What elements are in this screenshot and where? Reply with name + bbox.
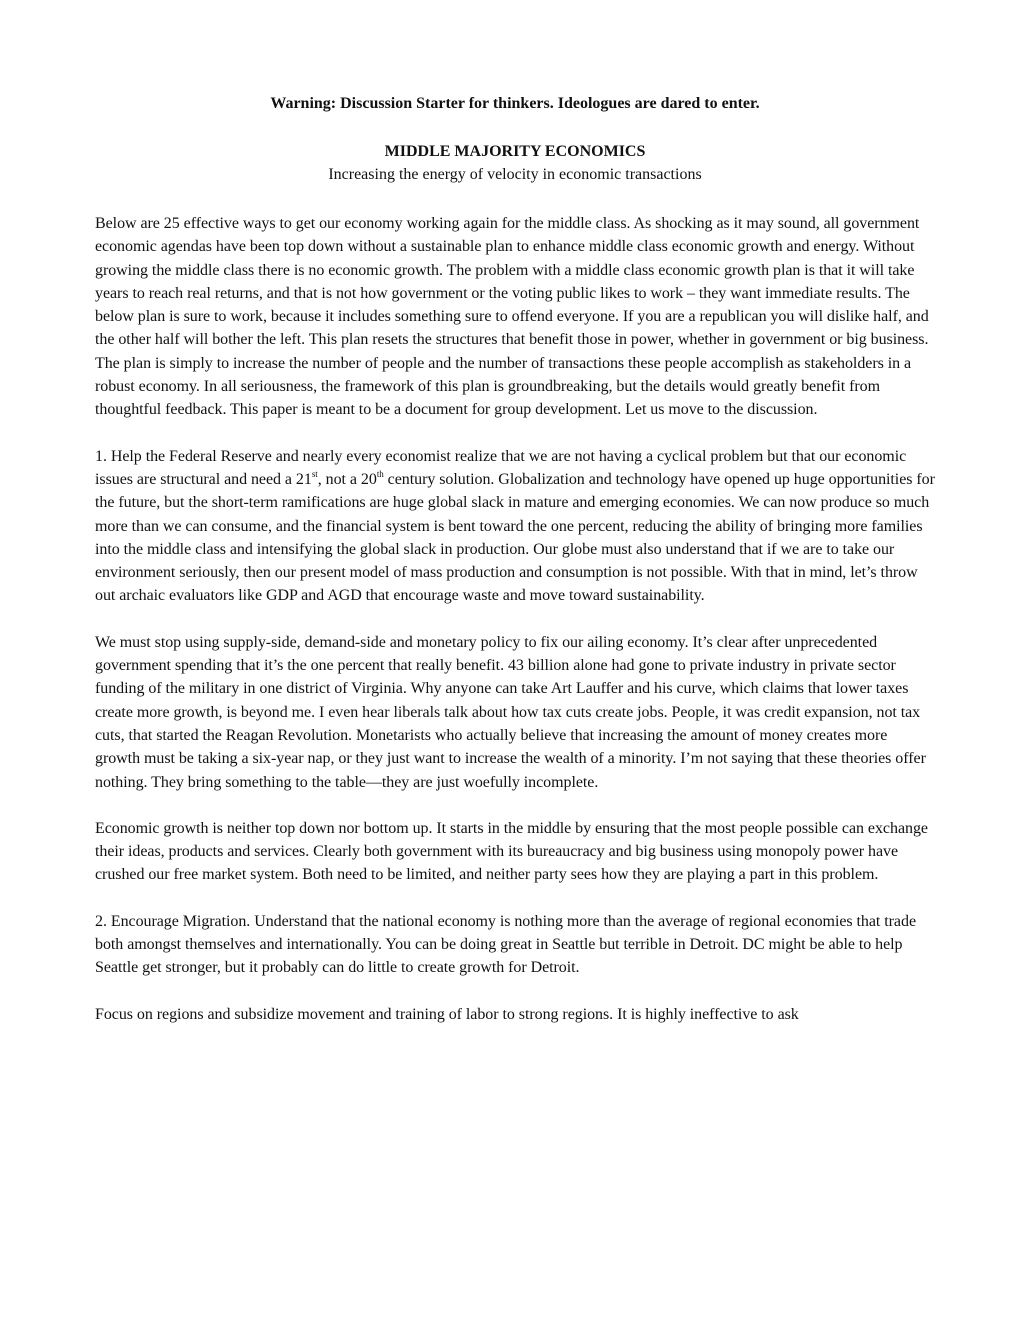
warning-heading: Warning: Discussion Starter for thinkers. Ideologues are dared to enter. [270, 95, 760, 112]
point-1-paragraph [95, 445, 935, 608]
point-1-text-end: century solution. Globalization and technology have opened up huge opportunities for the future, but the short-term ramifications are huge global slack in mature and emerging economies. We can now produce so much more than we can consume, and the financial system is bent toward the one percent, reducing the ability of bringing more families into the middle class and intensifying the global slack in production. Our globe must also understand that if we are to take our environment seriously, then our present model of mass production and consumption is not possible. With that in mind, let’s throw out archaic evaluators like GDP and AGD that encourage waste and move toward sustainability. [95, 470, 935, 605]
superscript-th: th [376, 468, 384, 479]
document-subtitle: Increasing the energy of velocity in economic transactions [328, 166, 702, 183]
point-1-text-middle: , not a 20 [317, 470, 377, 488]
superscript-st: st [311, 468, 318, 479]
regions-paragraph: Focus on regions and subsidize movement and training of labor to strong regions. It is highly ineffective to ask [95, 1005, 799, 1023]
growth-paragraph: Economic growth is neither top down nor bottom up. It starts in the middle by ensuring that the most people possible can exchange their ideas, products and services. Clearly both government with its bureaucracy and big business using monopoly power have crushed our free market system. Both need to be limited, and neither party sees how they are playing a part in this problem. [95, 819, 928, 884]
policy-paragraph: We must stop using supply-side, demand-side and monetary policy to fix our ailing economy. It’s clear after unprecedented government spending that it’s the one percent that really benefit. 43 billion alone had gone to private industry in private sector funding of the military in one district of Virginia. Why anyone can take Art Lauffer and his curve, which claims that lower taxes create more growth, is beyond me. I even hear liberals talk about how tax cuts create jobs. People, it was credit expansion, not tax cuts, that started the Reagan Revolution. Monetarists who actually believe that increasing the amount of money creates more growth must be taking a six-year nap, or they just want to increase the wealth of a minority. I’m not saying that these theories offer nothing. They bring something to the table—they are just woefully incomplete. [95, 633, 926, 791]
intro-paragraph: Below are 25 effective ways to get our economy working again for the middle class. As shocking as it may sound, all government economic agendas have been top down without a sustainable plan to enhance middle class economic growth and energy. Without growing the middle class there is no economic growth. The problem with a middle class economic growth plan is that it will take years to reach real returns, and that is not how government or the voting public likes to work – they want immediate results. The below plan is sure to work, because it includes something sure to offend everyone. If you are a republican you will dislike half, and the other half will bother the left. This plan resets the structures that benefit those in power, whether in government or big business. The plan is simply to increase the number of people and the number of transactions these people accomplish as stakeholders in a robust economy. In all seriousness, the framework of this plan is groundbreaking, but the details would greatly benefit from thoughtful feedback. This paper is meant to be a document for group development. Let us move to the discussion. [95, 215, 929, 419]
point-2-paragraph: 2. Encourage Migration. Understand that the national economy is nothing more than the average of regional economies that trade both amongst themselves and internationally. You can be doing great in Seattle but terrible in Detroit. DC might be able to help Seattle get stronger, but it probably can do little to create growth for Detroit. [95, 912, 916, 977]
point-1-text-start: 1. Help the Federal Reserve and nearly every economist realize that we are not having a cyclical problem but that our economic issues are structural and need a 21 [95, 447, 907, 488]
document-page [95, 92, 935, 1049]
document-title: MIDDLE MAJORITY ECONOMICS [384, 143, 646, 160]
